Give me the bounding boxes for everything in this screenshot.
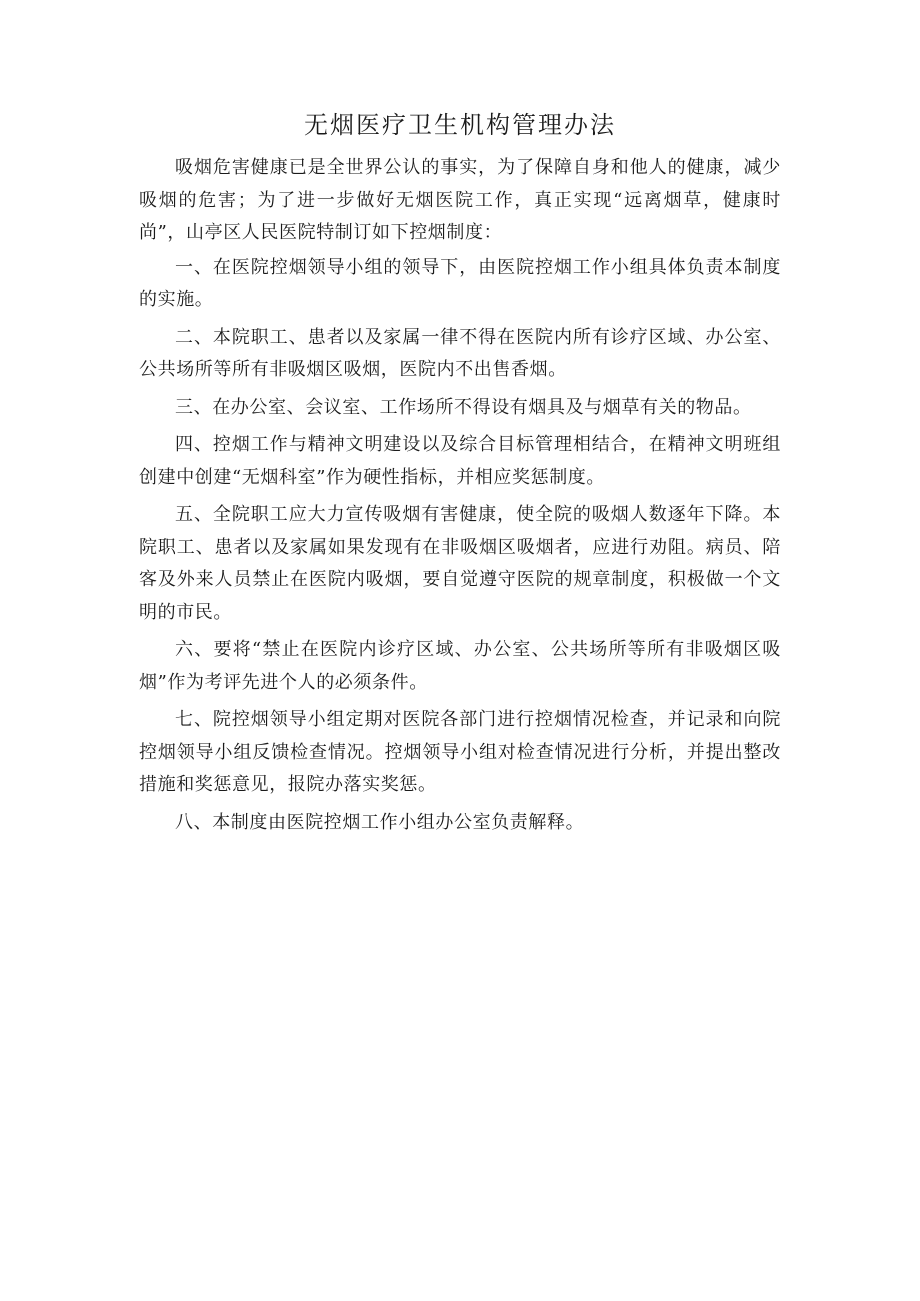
article-1: 一、在医院控烟领导小组的领导下，由医院控烟工作小组具体负责本制度的实施。 [139, 256, 781, 310]
article-6: 六、要将“禁止在医院内诊疗区域、办公室、公共场所等所有非吸烟区吸烟”作为考评先进个人的必须条件。 [139, 639, 781, 693]
document-page [139, 108, 781, 844]
article-3: 三、在办公室、会议室、工作场所不得设有烟具及与烟草有关的物品。 [175, 396, 752, 418]
document-title: 无烟医疗卫生机构管理办法 [304, 111, 616, 139]
article-7: 七、院控烟领导小组定期对医院各部门进行控烟情况检查，并记录和向院控烟领导小组反馈检查情况。控烟领导小组对检查情况进行分析，并提出整改措施和奖惩意见，报院办落实奖惩。 [139, 709, 781, 795]
article-4: 四、控烟工作与精神文明建设以及综合目标管理相结合，在精神文明班组创建中创建“无烟科室”作为硬性指标，并相应奖惩制度。 [139, 434, 781, 488]
intro-paragraph: 吸烟危害健康已是全世界公认的事实，为了保障自身和他人的健康，减少吸烟的危害；为了进一步做好无烟医院工作，真正实现“远离烟草，健康时尚”，山亭区人民医院特制订如下控烟制度： [139, 157, 781, 243]
article-5: 五、全院职工应大力宣传吸烟有害健康，使全院的吸烟人数逐年下降。本院职工、患者以及家属如果发现有在非吸烟区吸烟者，应进行劝阻。病员、陪客及外来人员禁止在医院内吸烟，要自觉遵守医院的规章制度，积极做一个文明的市民。 [139, 504, 781, 623]
article-8: 八、本制度由医院控烟工作小组办公室负责解释。 [175, 811, 585, 833]
article-2: 二、本院职工、患者以及家属一律不得在医院内所有诊疗区域、办公室、公共场所等所有非吸烟区吸烟，医院内不出售香烟。 [139, 326, 781, 380]
